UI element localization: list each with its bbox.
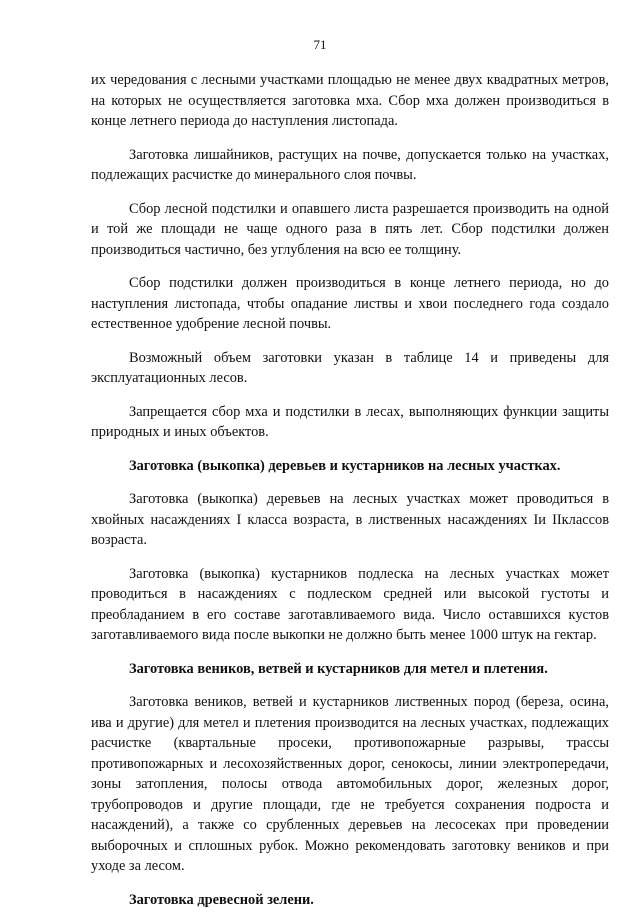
document-body	[91, 70, 609, 923]
section-heading: Заготовка древесной зелени.	[129, 891, 314, 908]
paragraph: Запрещается сбор мха и подстилки в лесах, выполняющих функции защиты природных и иных объектов.	[91, 403, 609, 440]
page-number: 71	[313, 37, 327, 52]
section-heading: Заготовка веников, ветвей и кустарников для метел и плетения.	[129, 660, 548, 677]
paragraph: Заготовка (выкопка) кустарников подлеска на лесных участках может проводиться в насаждениях с подлеском средней или высокой густоты и преобладанием в его составе заготавливаемого вида. Число оставшихся кустов заготавливаемого вида после выкопки не должно быть менее 1000 штук на гектар.	[91, 565, 609, 643]
paragraph: Возможный объем заготовки указан в таблице 14 и приведены для эксплуатационных лесов.	[91, 349, 609, 386]
paragraph: Заготовка веников, ветвей и кустарников лиственных пород (береза, осина, ива и другие) для метел и плетения производится на лесных участках, подлежащих расчистке (квартальные просеки, противопожарные разрывы, трассы противопожарных и лесохозяйственных дорог, сенокосы, линии электропередачи, зоны затопления, полосы отвода автомобильных дорог, железных дорог, трубопроводов и другие площади, где не требуется сохранения подроста и насаждений), а также со срубленных деревьев на лесосеках при проведении выборочных и сплошных рубок. Можно рекомендовать заготовку веников и при уходе за лесом.	[91, 694, 609, 874]
paragraph: Заготовка (выкопка) деревьев на лесных участках может проводиться в хвойных насаждениях I класса возраста, в лиственных насаждениях Iи IIклассов возраста.	[91, 491, 609, 548]
paragraph: их чередования с лесными участками площадью не менее двух квадратных метров, на которых не осуществляется заготовка мха. Сбор мха должен производиться в конце летнего периода до наступления листопада.	[91, 72, 609, 129]
paragraph: Сбор подстилки должен производиться в конце летнего периода, но до наступления листопада, чтобы опадание листвы и хвои последнего года создало естественное удобрение лесной почвы.	[91, 275, 609, 332]
section-heading: Заготовка (выкопка) деревьев и кустарников на лесных участках.	[129, 457, 561, 474]
paragraph: Заготовка лишайников, растущих на почве, допускается только на участках, подлежащих расчистке до минерального слоя почвы.	[91, 146, 609, 183]
paragraph: Сбор лесной подстилки и опавшего листа разрешается производить на одной и той же площади не чаще одного раза в пять лет. Сбор подстилки должен производиться частично, без углубления на всю ее толщину.	[91, 200, 609, 258]
